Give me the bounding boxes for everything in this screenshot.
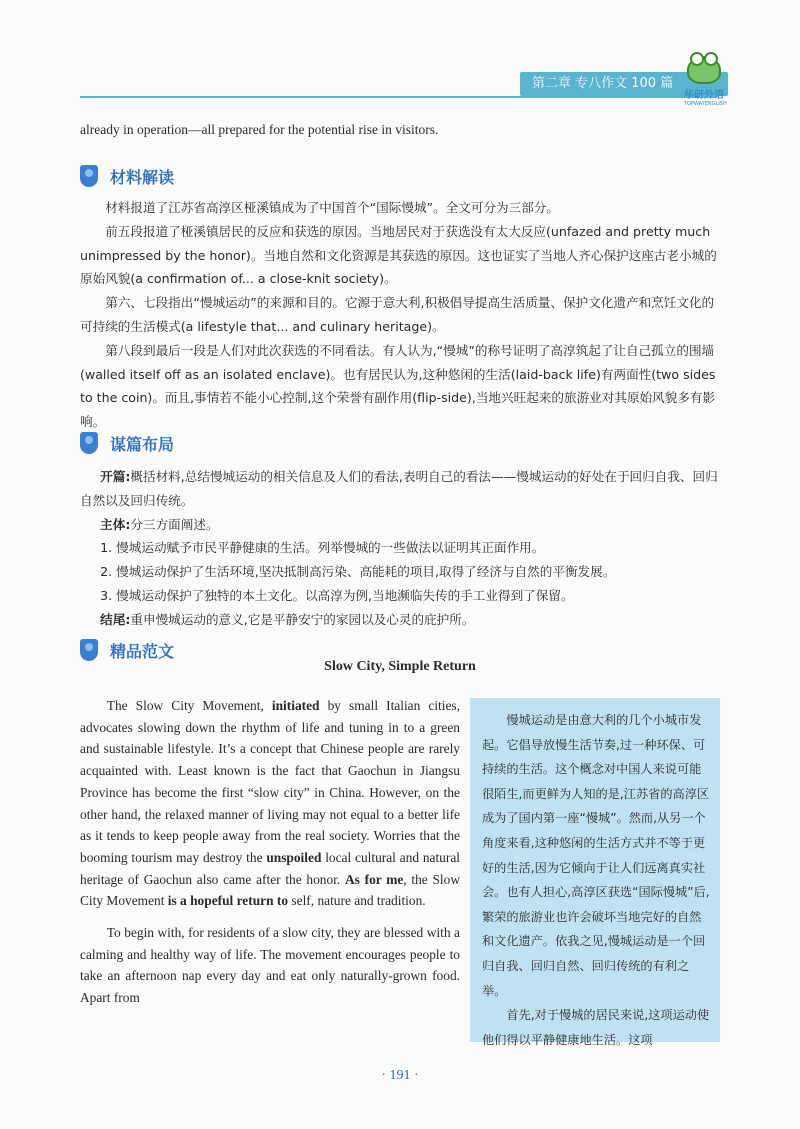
ending-label: 结尾: — [100, 611, 131, 627]
logo-name: 华研外语 — [684, 90, 724, 101]
essay-highlight: is a hopeful return to — [167, 893, 289, 909]
structure-point: 3. 慢城运动保护了独特的本土文化。以高淳为例,当地濒临失传的手工业得到了保留。 — [100, 587, 574, 603]
body-label: 主体: — [100, 516, 131, 532]
ending-text: 重申慢城运动的意义,它是平静安宁的家园以及心灵的庇护所。 — [130, 611, 475, 627]
opening-label: 开篇: — [100, 469, 131, 484]
essay-paragraph: To begin with, for residents of a slow city, they are blessed with a calming and healthy way of life. The movement encourages people to take an afternoon nap every day and eat only naturally-grown food. Apart from — [80, 925, 460, 1006]
continuation-line: already in operation—all prepared for the potential rise in visitors. — [80, 122, 439, 137]
essay-highlight: initiated — [271, 698, 320, 713]
header-divider — [80, 96, 716, 98]
logo-subtitle: TOPWAYENGLISH — [684, 101, 727, 107]
section-label: 材料解读 — [110, 167, 175, 187]
bookmark-icon — [80, 639, 98, 661]
publisher-logo — [684, 56, 727, 107]
bookmark-icon — [80, 432, 98, 454]
structure-point: 2. 慢城运动保护了生活环境,坚决抵制高污染、高能耗的项目,取得了经济与自然的平衡发展。 — [100, 564, 616, 580]
material-paragraph: 前五段报道了桠溪镇居民的反应和获选的原因。当地居民对于获选没有太大反应(unfazed and pretty much unimpressed by the honor)。当地自然和文化资源是其获选的原因。这也证实了当地人齐心保护这座古老小城的原始风貌(a confirmation of... a close-knit society)。 — [80, 223, 717, 287]
material-paragraph: 材料报道了江苏省高淳区桠溪镇成为了中国首个“国际慢城”。全文可分为三部分。 — [105, 200, 560, 215]
essay-text: local cultural and natural heritage of Gaochun also came after the honor. — [80, 849, 460, 887]
material-analysis — [80, 196, 720, 434]
essay-structure — [80, 465, 720, 632]
essay-highlight: unspoiled — [266, 849, 322, 865]
essay-paragraph — [80, 695, 460, 912]
translation-paragraph: 首先,对于慢城的居民来说,这项运动使他们得以平静健康地生活。这项 — [482, 1008, 710, 1047]
essay-text: by small Italian cities, advocates slowing down the rhythm of life and tuning in to a green and sustainable lifestyle. It’s a concept that Chinese people are rarely acquainted with. Least known is the fact that Gaochun in Jiangsu Province has become the first “slow city” in China. However, on the other hand, the relaxed manner of living may not equal to a better life as it tends to keep people away from the real society. Worries that the booming tourism may destroy the — [80, 698, 460, 865]
essay-text: self, nature and tradition. — [288, 893, 426, 909]
body-text: 分三方面阐述。 — [130, 516, 219, 532]
structure-point: 1. 慢城运动赋予市民平静健康的生活。列举慢城的一些做法以证明其正面作用。 — [100, 540, 545, 556]
opening-text: 概括材料,总结慢城运动的相关信息及人们的看法,表明自己的看法——慢城运动的好处在于回归自我、回归自然以及回归传统。 — [80, 469, 718, 508]
translation-box — [470, 698, 720, 1047]
material-paragraph: 第六、七段指出“慢城运动”的来源和目的。它源于意大利,积极倡导提高生活质量、保护文化遗产和烹饪文化的可持续的生活模式(a lifestyle that... and culinary heritage)。 — [80, 295, 715, 334]
essay-highlight: As for me — [345, 871, 404, 887]
chapter-label: 第二章 专八作文 100 篇 — [532, 76, 674, 91]
page-number: · 191 · — [381, 1068, 419, 1083]
section-material-title — [80, 163, 174, 189]
section-label: 谋篇布局 — [110, 434, 175, 454]
body-line — [80, 513, 720, 537]
bookmark-icon — [80, 165, 98, 187]
frog-logo-icon — [687, 56, 721, 84]
translation-paragraph: 慢城运动是由意大利的几个小城市发起。它倡导放慢生活节奏,过一种环保、可持续的生活。这个概念对中国人来说可能很陌生,而更鲜为人知的是,江苏省的高淳区成为了国内第一座“慢城”。然而,从另一个角度来看,这种悠闲的生活方式并不等于更好的生活,因为它倾向于让人们远离真实社会。也有人担心,高淳区获选“国际慢城”后,繁荣的旅游业也许会破坏当地完好的自然和文化遗产。依我之见,慢城运动是一个回归自我、回归自然、回归传统的有利之举。 — [482, 713, 710, 998]
material-paragraph: 第八段到最后一段是人们对此次获选的不同看法。有人认为,“慢城”的称号证明了高淳筑起了让自己孤立的围墙(walled itself off as an isolated enclave)。也有居民认为,这种悠闲的生活(laid-back life)有两面性(two sides to the coin)。而且,事情若不能小心控制,这个荣誉有副作用(flip-side),当地兴旺起来的旅游业对其原始风貌多有影响。 — [80, 342, 716, 430]
ending-line — [80, 608, 720, 632]
essay-text: , the Slow City Movement — [80, 871, 460, 909]
section-layout-title — [80, 430, 174, 456]
sample-essay — [80, 695, 460, 1019]
opening-line — [80, 465, 720, 513]
essay-title: Slow City, Simple Return — [324, 659, 476, 674]
essay-text: The Slow City Movement, — [106, 698, 272, 713]
section-label: 精品范文 — [110, 641, 175, 661]
